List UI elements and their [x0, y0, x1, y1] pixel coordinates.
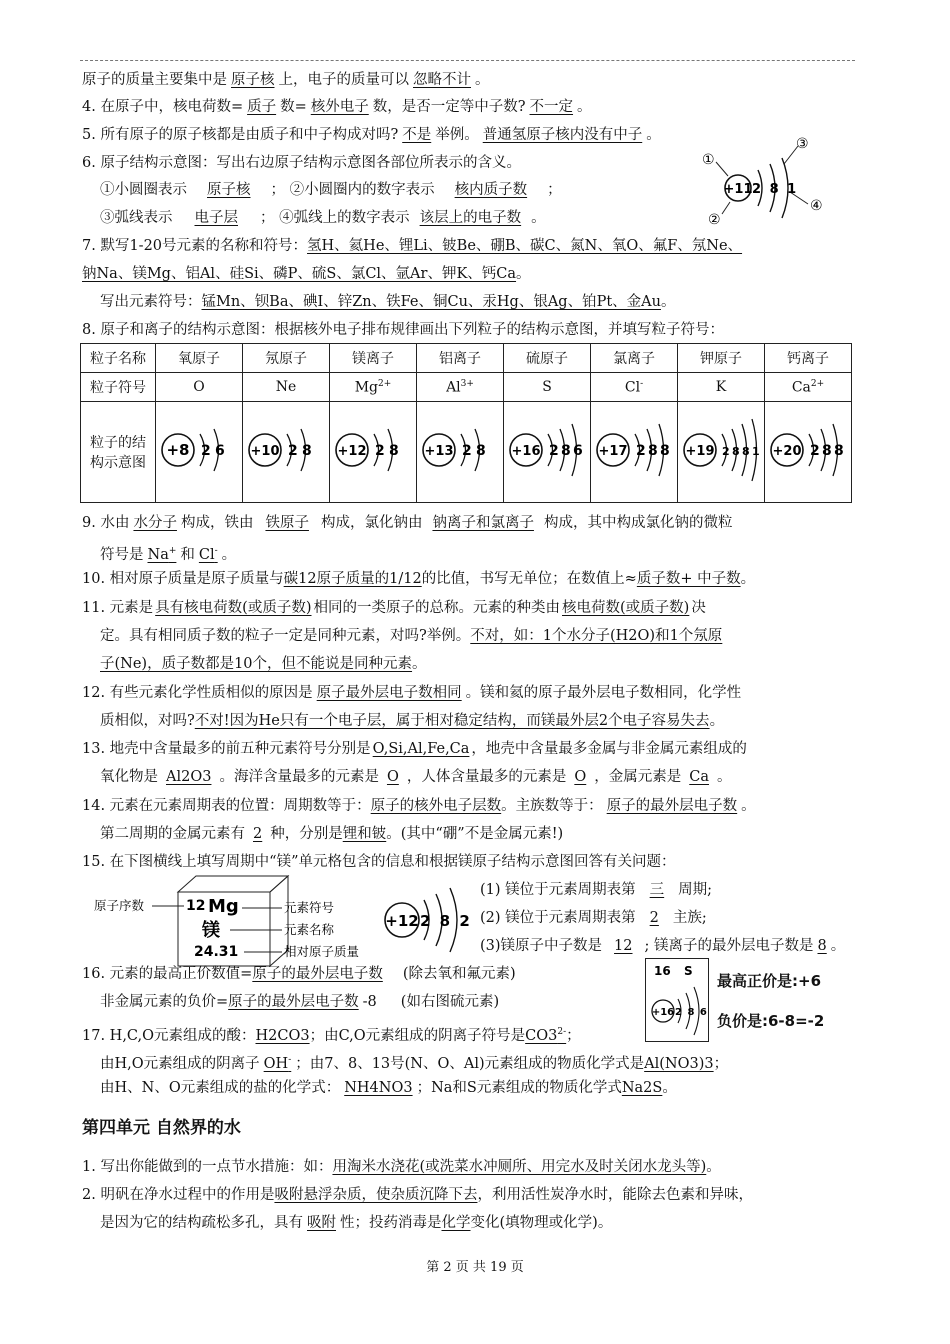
- particle-symbol: [591, 373, 678, 402]
- nucleus-charge: +13: [424, 444, 454, 459]
- shell-electron-count: 2: [375, 443, 385, 459]
- text: 。: [412, 656, 427, 672]
- q7-line2: [82, 264, 531, 284]
- row-header: [81, 402, 156, 503]
- charge: 2+: [810, 378, 825, 389]
- text: 11. 元素是: [82, 600, 154, 616]
- text: 。: [709, 713, 725, 729]
- ion: Cl: [198, 546, 215, 563]
- q6-line3: [100, 208, 546, 228]
- answer: NH4NO3: [344, 1080, 413, 1096]
- answer: 不一定: [529, 99, 574, 115]
- answer: 化学: [441, 1215, 471, 1231]
- q11-line2: [100, 626, 722, 646]
- text: 。: [706, 1159, 721, 1175]
- particle-symbol: [678, 373, 765, 402]
- structure-cell: [243, 402, 330, 503]
- particle-symbol: [504, 373, 591, 402]
- q4-line: [82, 97, 592, 117]
- shell-electron-count: 8: [561, 443, 571, 459]
- text: 14. 元素在元素周期表的位置：周期数等于：: [82, 798, 371, 814]
- shell-electron-count: 1: [752, 445, 760, 458]
- text: 质相似，对吗?: [100, 713, 195, 729]
- text: ，利用活性炭净水时，能除去色素和异味，: [477, 1187, 753, 1203]
- answer: O: [386, 769, 399, 785]
- structure-cell: [504, 402, 591, 503]
- row-header: 粒子符号: [81, 373, 156, 402]
- atom-diagram: [591, 404, 677, 496]
- text: 和: [180, 546, 195, 563]
- text: ，人体含量最多的元素是: [406, 769, 567, 785]
- text: 。: [577, 99, 592, 115]
- unit4-q2-line2: [100, 1213, 612, 1233]
- text: ；由C,O元素组成的阴离子符号是: [309, 1027, 526, 1044]
- text: 种，分别是: [270, 826, 343, 842]
- page-footer: 第 2 页 共 19 页: [426, 1260, 524, 1275]
- pointer-2: [722, 202, 730, 214]
- shell-electron-count: 2: [549, 443, 559, 459]
- table-row: [81, 344, 852, 373]
- text: 。: [716, 769, 732, 785]
- nucleus-charge: +19: [685, 444, 715, 459]
- shell-electron-count: 8: [742, 445, 750, 458]
- charge: 3+: [460, 378, 474, 389]
- symbol: K: [715, 379, 727, 395]
- symbol: O: [193, 379, 205, 395]
- sodium-atom-diagram: [700, 130, 840, 230]
- answer: 原子的最外层电子数: [228, 994, 359, 1010]
- pointer-1: [716, 162, 728, 176]
- q11-line1: [82, 598, 706, 618]
- atomic-number: 12: [186, 898, 206, 914]
- atom-diagram: [243, 404, 329, 496]
- atom-diagram: [156, 404, 242, 496]
- particle-name: 钾原子: [678, 344, 765, 373]
- structure-cell: [156, 402, 243, 503]
- q15-sub3: [480, 936, 845, 956]
- particle-name: 氧原子: [156, 344, 243, 373]
- unit4-q2-line1: [82, 1185, 753, 1205]
- symbol: Cl: [624, 379, 641, 396]
- shell-electron-count: 2: [201, 443, 211, 459]
- shell-electron-count: 2: [810, 443, 820, 459]
- q15-sub2: [480, 908, 707, 928]
- answer: 不对!因为He只有一个电子层，属于相对稳定结构，而镁最外层2个电子容易失去: [194, 713, 710, 729]
- text: 。海洋含量最多的元素是: [219, 769, 379, 785]
- shell-electron-count: 8: [822, 443, 832, 459]
- text: ; 镁离子的最外层电子数是: [644, 938, 814, 954]
- ion: Na: [147, 546, 169, 563]
- text: 数=: [280, 99, 307, 115]
- answer: 水分子: [133, 515, 177, 531]
- answer: 锂和铍: [342, 826, 387, 842]
- sulfur-element-box: [645, 958, 709, 1042]
- marker-3: ③: [796, 136, 809, 152]
- text: 数，是否一定等中子数?: [372, 99, 526, 115]
- answer: 原子的最外层电子数: [252, 966, 383, 982]
- shell-electron-count: 2: [462, 443, 472, 459]
- text: 17. H,C,O元素组成的酸：: [82, 1027, 256, 1044]
- text: 4. 在原子中，核电荷数=: [82, 99, 244, 115]
- text: (3)镁原子中子数是: [480, 938, 603, 954]
- text: ；Na和S元素组成的物质化学式: [416, 1080, 622, 1096]
- shell-electron-count: 8: [476, 443, 486, 459]
- text: ，金属元素是: [594, 769, 682, 785]
- answer: 钠离子和氯离子: [432, 515, 534, 531]
- text: -8: [362, 994, 377, 1010]
- symbol: Ca: [791, 379, 811, 396]
- symbol: Mg: [354, 379, 378, 396]
- answer: 2: [253, 826, 263, 842]
- atomic-number: 16: [654, 964, 671, 978]
- label-symbol: 元素符号: [284, 900, 335, 915]
- answer: 用淘米水浇花(或洗菜水冲厕所、用完水及时关闭水龙头等): [332, 1159, 707, 1175]
- answer: [195, 547, 222, 563]
- text: 由H、N、O元素组成的盐的化学式：: [100, 1080, 341, 1096]
- q13-line1: [82, 739, 747, 759]
- q12-line2: [100, 711, 724, 731]
- nucleus-charge: +8: [166, 441, 190, 459]
- unit4-q1: [82, 1157, 721, 1177]
- label-name: 元素名称: [284, 922, 335, 937]
- text: 1. 写出你能做到的一点节水措施：如：: [82, 1159, 333, 1175]
- answer: [260, 1056, 296, 1072]
- answer: Al2O3: [166, 769, 212, 785]
- q9-line2: [100, 541, 236, 565]
- text: 构成，氯化钠由: [320, 515, 423, 531]
- text: ；: [270, 182, 285, 198]
- symbol: S: [542, 379, 552, 395]
- top-divider: [80, 60, 855, 61]
- answer: 原子核: [231, 72, 275, 88]
- atom-diagram: [504, 404, 590, 496]
- intro-line: [82, 70, 490, 90]
- text: 符号是: [100, 546, 144, 563]
- text: 。: [830, 938, 846, 954]
- charge: +: [168, 546, 177, 556]
- nucleus-charge: +11: [723, 182, 753, 197]
- text: 。: [646, 127, 661, 143]
- particle-name: 氖原子: [243, 344, 330, 373]
- answer: 电子层: [194, 210, 238, 226]
- answer: 不是: [402, 127, 432, 143]
- q15-title: 15. 在下图横线上填写周期中“镁”单元格包含的信息和根据镁原子结构示意图回答有关问题：: [82, 854, 676, 870]
- answer: 核电荷数(或质子数): [562, 600, 690, 616]
- structure-cell: [417, 402, 504, 503]
- q8-title: 8. 原子和离子的结构示意图：根据核外电子排布规律画出下列粒子的结构示意图，并填写粒子符号：: [82, 322, 724, 338]
- nucleus-charge: +16: [511, 444, 541, 459]
- text: 写出元素符号：: [100, 294, 202, 310]
- q17-line2: [100, 1050, 728, 1074]
- atomic-mass: 24.31: [194, 944, 239, 960]
- particle-structure-table: [80, 343, 852, 503]
- table-row: [81, 402, 852, 503]
- particle-name: 氯离子: [591, 344, 678, 373]
- nucleus-charge: +16: [651, 1007, 675, 1018]
- text: 。镁和氦的原子最外层电子数相同，化学性: [465, 685, 742, 701]
- q7-line3: [100, 292, 675, 312]
- q5-line: [82, 125, 661, 145]
- magnesium-atom-diagram: [380, 876, 480, 966]
- q16-line1: [82, 964, 516, 984]
- text: 第二周期的金属元素有: [100, 826, 245, 842]
- text: 主族;: [672, 910, 707, 926]
- text: 构成，铁由: [180, 515, 254, 531]
- magnesium-cell-diagram: [92, 870, 392, 970]
- answer: [144, 547, 181, 563]
- text: 的比值，书写无单位；在数值上≈: [421, 571, 637, 587]
- text: 周期;: [678, 882, 713, 898]
- answer: 三: [649, 882, 665, 898]
- answer: 具有核电荷数(或质子数): [155, 600, 312, 616]
- answer: 2: [649, 910, 659, 926]
- text: 。: [475, 72, 490, 88]
- element-symbol: S: [684, 964, 693, 978]
- label-mass: 相对原子质量: [284, 944, 360, 959]
- particle-name: 硫原子: [504, 344, 591, 373]
- text: (如右图硫元素): [400, 994, 500, 1010]
- answer: Na2S: [621, 1080, 663, 1096]
- symbol: Ne: [275, 379, 297, 395]
- shell-electron-count: 6: [215, 443, 225, 459]
- shell-electron-count: 6: [573, 443, 583, 459]
- q12-line1: [82, 683, 741, 703]
- row-header-line: 粒子的结: [90, 435, 146, 451]
- answer: 锰Mn、钡Ba、碘I、锌Zn、铁Fe、铜Cu、汞Hg、银Ag、铂Pt、金Au: [201, 294, 661, 310]
- answer: 原子的最外层电子数: [606, 798, 738, 814]
- answer: 氢H、氦He、锂Li、铍Be、硼B、碳C、氮N、氧O、氟F、氖Ne、: [307, 238, 743, 254]
- atom-diagram: [417, 404, 503, 496]
- shell-electron-count: 8: [834, 443, 844, 459]
- answer: Al(NO3)3: [644, 1055, 714, 1072]
- text: 。: [516, 266, 531, 282]
- answer: 吸附: [307, 1215, 336, 1231]
- text: 。: [660, 294, 676, 310]
- element-symbol: Mg: [208, 896, 239, 917]
- answer: 碳12原子质量的1/12: [283, 571, 422, 587]
- answer: Ca: [689, 769, 709, 785]
- marker-1: ①: [702, 152, 715, 168]
- text: 。: [221, 546, 237, 563]
- text: ；: [260, 210, 275, 226]
- electron-counts: 2 8 1: [752, 182, 799, 197]
- answer: 子(Ne)，质子数都是10个，但不能说是同种元素: [100, 656, 413, 672]
- shell-electron-count: 8: [648, 443, 658, 459]
- q9-line1: [82, 513, 732, 533]
- cube-top: [178, 876, 288, 892]
- text: 7. 默写1-20号元素的名称和符号：: [82, 238, 308, 254]
- q6-title: 6. 原子结构示意图：写出右边原子结构示意图各部位所表示的含义。: [82, 155, 521, 171]
- charge: 2+: [378, 378, 392, 389]
- answer: 该层上的电子数: [419, 210, 522, 226]
- answer: 铁原子: [265, 515, 309, 531]
- text: 变化(填物理或化学)。: [470, 1215, 613, 1231]
- text: 举例。: [435, 127, 479, 143]
- shell-electron-count: 2: [636, 443, 646, 459]
- table-row: [81, 373, 852, 402]
- answer: 质子: [247, 99, 277, 115]
- max-valence-note: 最高正价是:+6: [717, 972, 822, 990]
- answer: 普通氢原子核内没有中子: [482, 127, 643, 143]
- shell-electron-count: 8: [389, 443, 399, 459]
- text: ③弧线表示: [100, 210, 173, 226]
- q7-line1: [82, 236, 742, 256]
- ion: OH: [263, 1055, 289, 1072]
- answer: 原子的核外电子层数: [370, 798, 502, 814]
- answer: O: [574, 769, 587, 785]
- text: 定。具有相同质子数的粒子一定是同种元素，对吗?举例。: [100, 628, 471, 644]
- label-atomic-number: 原子序数: [94, 898, 145, 913]
- symbol: Al: [446, 379, 461, 396]
- pointer-3: [784, 146, 798, 164]
- answer: 忽略不计: [413, 72, 471, 88]
- answer: 钠Na、镁Mg、铝Al、硅Si、磷P、硫S、氯Cl、氩Ar、钾K、钙Ca: [82, 266, 517, 282]
- ion: CO3: [525, 1027, 558, 1044]
- particle-name: 镁离子: [330, 344, 417, 373]
- shell-electron-count: 2: [288, 443, 298, 459]
- text: ；: [566, 1027, 581, 1044]
- text: (除去氧和氟元素): [402, 966, 516, 982]
- particle-symbol: [330, 373, 417, 402]
- answer: 核内质子数: [454, 182, 528, 198]
- element-name: 镁: [202, 920, 220, 941]
- text: 12. 有些元素化学性质相似的原因是: [82, 685, 313, 701]
- text: ；: [713, 1055, 729, 1072]
- atom-diagram: [765, 404, 851, 496]
- text: 上，电子的质量可以: [278, 72, 409, 88]
- text: 非金属元素的负价=: [100, 994, 229, 1010]
- q14-line1: [82, 796, 756, 816]
- text: ②小圆圈内的数字表示: [289, 182, 435, 198]
- row-header-line: 构示意图: [90, 455, 146, 471]
- electron-counts: 2 8 2: [420, 912, 472, 930]
- row-header: 粒子名称: [81, 344, 156, 373]
- text: 性；投药消毒是: [340, 1215, 442, 1231]
- text: 13. 地壳中含量最多的前五种元素符号分别是: [82, 741, 371, 757]
- answer: 8: [817, 938, 827, 954]
- marker-4: ④: [810, 198, 823, 214]
- atom-diagram: [330, 404, 416, 496]
- answer: 12: [614, 938, 633, 954]
- answer: 核外电子: [310, 99, 369, 115]
- answer: 质子数+ 中子数: [636, 571, 741, 587]
- text: 构成，其中构成氯化钠的微粒: [543, 515, 733, 531]
- q10-line: [82, 569, 755, 589]
- particle-name: 铝离子: [417, 344, 504, 373]
- charge: 2-: [557, 1027, 567, 1037]
- charge: -: [214, 546, 218, 556]
- atom-diagram: [678, 404, 764, 496]
- sulfur-atom-diagram: [646, 959, 708, 1041]
- structure-cell: [678, 402, 765, 503]
- particle-symbol: [417, 373, 504, 402]
- text: 2. 明矾在净水过程中的作用是: [82, 1187, 275, 1203]
- text: 是因为它的结构疏松多孔，具有: [100, 1215, 303, 1231]
- text: (2) 镁位于元素周期表第: [480, 910, 636, 926]
- answer: [525, 1028, 566, 1044]
- text: 氧化物是: [100, 769, 158, 785]
- structure-cell: [765, 402, 852, 503]
- text: ；由7、8、13号(N、O、Al)元素组成的物质化学式是: [295, 1055, 645, 1072]
- q11-line3: [100, 654, 427, 674]
- q15-sub1: [480, 880, 712, 900]
- nucleus-charge: +17: [598, 444, 628, 459]
- text: 。: [531, 210, 546, 226]
- text: 9. 水由: [82, 515, 130, 531]
- text: 相同的一类原子的总称。元素的种类由: [313, 600, 560, 616]
- text: 。主族数等于：: [501, 798, 603, 814]
- q14-line2: [100, 824, 563, 844]
- particle-name: 钙离子: [765, 344, 852, 373]
- text: 。(其中“硼”不是金属元素!): [386, 826, 564, 842]
- nucleus-charge: +10: [250, 444, 280, 459]
- negative-valence-note: 负价是:6-8=-2: [717, 1012, 825, 1030]
- text: ①小圆圈表示: [100, 182, 187, 198]
- q16-line2: [100, 992, 499, 1012]
- shell-electron-count: 8: [660, 443, 670, 459]
- marker-2: ②: [708, 212, 721, 228]
- particle-symbol: [765, 373, 852, 402]
- q17-line3: [100, 1078, 677, 1098]
- text: 10. 相对原子质量是原子质量与: [82, 571, 284, 587]
- text: ；: [547, 182, 562, 198]
- text: (1) 镁位于元素周期表第: [480, 882, 636, 898]
- charge: -: [288, 1055, 292, 1065]
- shell-electron-count: 8: [302, 443, 312, 459]
- text: ，地壳中含量最多金属与非金属元素组成的: [471, 741, 747, 757]
- answer: 原子最外层电子数相同: [316, 685, 462, 701]
- text: ④弧线上的数字表示: [279, 210, 410, 226]
- text: 决: [691, 600, 706, 616]
- text: 由H,O元素组成的阴离子: [100, 1055, 260, 1072]
- text: 。: [741, 798, 756, 814]
- text: 。: [740, 571, 756, 587]
- text: 16. 元素的最高正价数值=: [82, 966, 253, 982]
- q17-line1: [82, 1022, 581, 1046]
- answer: H2CO3: [255, 1027, 310, 1044]
- section-title: 第四单元 自然界的水: [82, 1118, 241, 1138]
- nucleus-charge: +20: [772, 444, 802, 459]
- text: 5. 所有原子的原子核都是由质子和中子构成对吗?: [82, 127, 399, 143]
- structure-cell: [330, 402, 417, 503]
- nucleus-charge: +12: [385, 912, 419, 930]
- answer: 吸附悬浮杂质，使杂质沉降下去: [274, 1187, 478, 1203]
- shell-electron-count: 2: [722, 445, 730, 458]
- answer: 不对，如：1个水分子(H2O)和1个氖原: [470, 628, 723, 644]
- particle-symbol: [243, 373, 330, 402]
- particle-symbol: [156, 373, 243, 402]
- answer: O,Si,Al,Fe,Ca: [372, 741, 470, 757]
- answer: 原子核: [207, 182, 251, 198]
- q6-line2: [100, 180, 562, 200]
- electron-counts: 2 8 6: [675, 1007, 708, 1018]
- text: 原子的质量主要集中是: [82, 72, 227, 88]
- charge: -: [640, 378, 644, 389]
- nucleus-charge: +12: [337, 444, 367, 459]
- structure-cell: [591, 402, 678, 503]
- q13-line2: [100, 767, 731, 787]
- shell-electron-count: 8: [732, 445, 740, 458]
- text: 。: [662, 1080, 677, 1096]
